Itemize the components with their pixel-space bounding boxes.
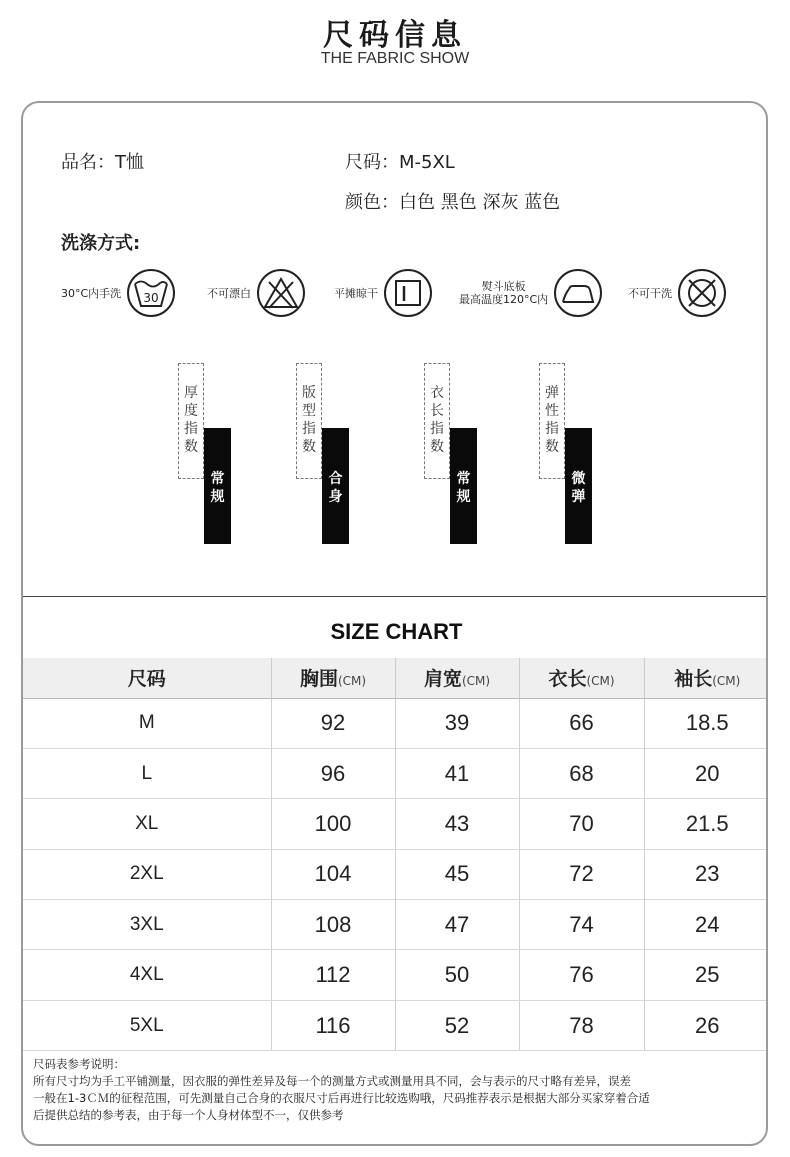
product-size-range: 尺码：M-5XL [345,152,455,173]
cell-length: 74 [519,900,644,950]
indicator-label: 版 型 指 数 [296,363,322,479]
indicator-label: 衣 长 指 数 [424,363,450,479]
cell-sleeve: 23 [644,849,768,899]
cell-shoulder: 52 [395,1000,519,1050]
cell-length: 66 [519,698,644,748]
cell-size: L [23,748,271,798]
wash-label [459,280,548,306]
table-row [23,849,768,899]
cell-size: 3XL [23,900,271,950]
wash-item-no-dry-clean [628,268,726,318]
table-row [23,950,768,1000]
cell-sleeve: 25 [644,950,768,1000]
product-colors: 颜色：白色 黑色 深灰 蓝色 [345,192,561,213]
wash-label-line2: 最高温度120°C内 [459,293,549,306]
indicator-fit [296,363,356,545]
cell-size: 2XL [23,849,271,899]
header-chest: 胸围(CM) [271,658,395,698]
cell-shoulder: 50 [395,950,519,1000]
cell-length: 68 [519,748,644,798]
cell-sleeve: 24 [644,900,768,950]
table-header-row [23,658,768,698]
table-row [23,748,768,798]
table-row [23,900,768,950]
wash-item-iron [459,268,602,318]
cell-size: 5XL [23,1000,271,1050]
cell-length: 76 [519,950,644,1000]
page-title: 尺码信息 [323,18,467,53]
cell-shoulder: 43 [395,799,519,849]
cell-chest: 96 [271,748,395,798]
cell-sleeve: 18.5 [644,698,768,748]
dry-flat-icon [384,269,432,317]
wash-item-hand-wash [61,268,175,318]
wash-label: 不可漂白 [207,286,251,300]
cell-shoulder: 47 [395,900,519,950]
cell-shoulder: 39 [395,698,519,748]
cell-chest: 104 [271,849,395,899]
no-bleach-icon [257,269,305,317]
no-dry-clean-icon [678,269,726,317]
indicator-value: 常 规 [204,428,231,544]
cell-shoulder: 45 [395,849,519,899]
notes-line: 一般在1-3ＣＭ的征程范围，可先测量自己合身的衣服尺寸后再进行比较选购哦，尺码推荐表示是根据大部分买家穿着合适 [33,1091,650,1105]
cell-chest: 92 [271,698,395,748]
cell-sleeve: 26 [644,1000,768,1050]
cell-chest: 100 [271,799,395,849]
indicator-value: 合 身 [322,428,349,544]
size-notes [33,1056,758,1124]
wash-item-dry-flat [334,268,432,318]
table-row [23,799,768,849]
indicator-length [424,363,484,545]
wash-label: 平摊晾干 [334,286,378,300]
indicator-elasticity [539,363,599,545]
cell-chest: 108 [271,900,395,950]
cell-shoulder: 41 [395,748,519,798]
notes-line: 后提供总结的参考表，由于每一个人身材体型不一，仅供参考 [33,1108,344,1122]
cell-sleeve: 20 [644,748,768,798]
cell-chest: 112 [271,950,395,1000]
indicator-thickness [178,363,238,545]
hand-wash-30-icon [127,269,175,317]
wash-temp-label: 30 [143,291,159,305]
iron-120-icon [554,269,602,317]
size-info-card [21,101,768,1146]
indicator-label: 厚 度 指 数 [178,363,204,479]
indicator-value: 微 弹 [565,428,592,544]
notes-line: 所有尺寸均为手工平铺测量，因衣服的弹性差异及每一个的测量方式或测量用具不同，会与表示的尺寸略有差异，误差 [33,1074,631,1088]
product-name: 品名：T恤 [61,152,144,173]
washing-title: 洗涤方式: [61,233,141,254]
wash-item-no-bleach [207,268,305,318]
cell-size: M [23,698,271,748]
cell-length: 72 [519,849,644,899]
indicator-value: 常 规 [450,428,477,544]
indicator-label: 弹 性 指 数 [539,363,565,479]
cell-size: 4XL [23,950,271,1000]
header-sleeve: 袖长(CM) [644,658,768,698]
header-size: 尺码 [23,658,271,698]
header-length: 衣长(CM) [519,658,644,698]
cell-sleeve: 21.5 [644,799,768,849]
size-chart-title: SIZE CHART [330,619,463,644]
wash-label: 不可干洗 [628,286,672,300]
cell-length: 78 [519,1000,644,1050]
page-subtitle: THE FABRIC SHOW [320,50,470,67]
table-row [23,698,768,748]
wash-label: 30°C内手洗 [61,286,122,300]
wash-label-line1: 熨斗底板 [481,280,526,293]
notes-title: 尺码表参考说明： [33,1057,125,1071]
cell-chest: 116 [271,1000,395,1050]
cell-size: XL [23,799,271,849]
header-shoulder: 肩宽(CM) [395,658,519,698]
table-row [23,1000,768,1050]
section-divider [23,596,768,597]
cell-length: 70 [519,799,644,849]
size-chart-table [23,658,768,1051]
